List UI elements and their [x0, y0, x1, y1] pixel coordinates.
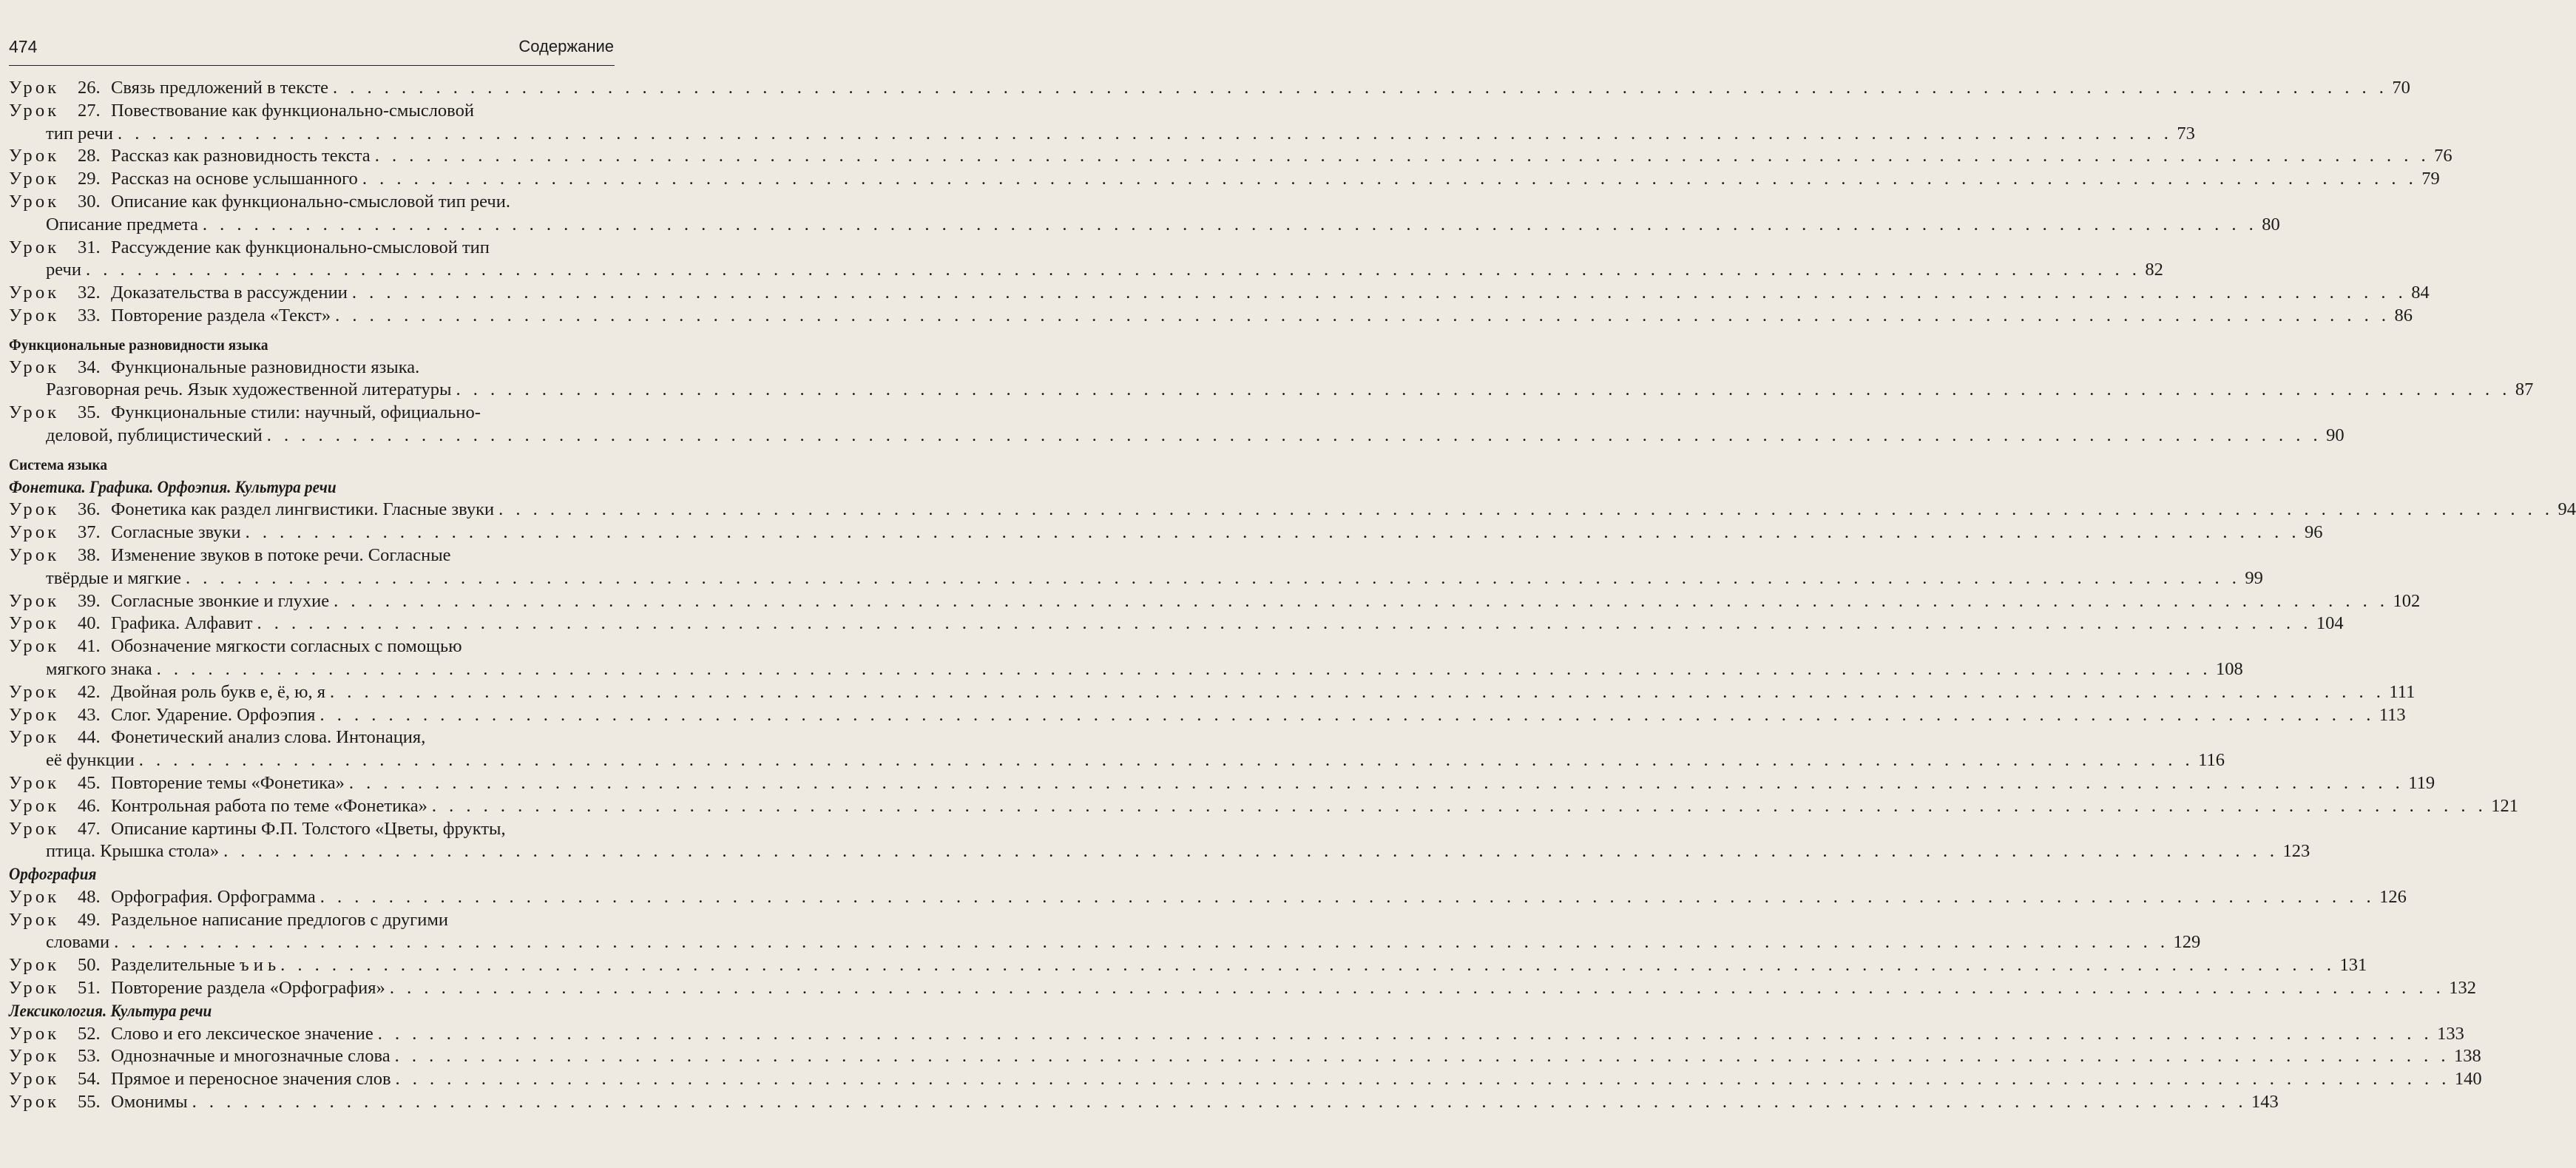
toc-entry	[9, 357, 2534, 402]
dot-leader: . . . . . . . . . . . . . . . . . . . . . . . . . . . . . . . . . . . . . . . . . . . . . . . . . . . . . . . . . . . . . . . . . . . . . . . . . . . . . . . . . . . . . . . . . . . . . . . . . . . . . . . . . . . . . . . . . . . . . . . .	[202, 214, 2258, 234]
dot-leader: . . . . . . . . . . . . . . . . . . . . . . . . . . . . . . . . . . . . . . . . . . . . . . . . . . . . . . . . . . . . . . . . . . . . . . . . . . . . . . . . . . . . . . . . . . . . . . . . . . . . . . . . . . . . . . . . . . . . . . . .	[257, 613, 2312, 634]
toc-line	[9, 886, 2407, 909]
dot-leader-row	[46, 425, 2345, 448]
toc-line	[9, 635, 614, 658]
dot-leader-row	[111, 145, 2452, 168]
toc-entry	[9, 305, 2413, 328]
toc-entry	[9, 499, 2576, 521]
lesson-number: 47.	[78, 818, 101, 839]
lesson-label: Урок	[9, 191, 60, 212]
page-ref: 132	[2449, 978, 2476, 999]
section-heading: Функциональные разновидности языка	[9, 335, 268, 354]
lesson-title: птица. Крышка стола»	[46, 841, 220, 862]
lesson-label: Урок	[9, 146, 60, 166]
lesson-number: 48.	[78, 886, 101, 907]
dot-leader: . . . . . . . . . . . . . . . . . . . . . . . . . . . . . . . . . . . . . . . . . . . . . . . . . . . . . . . . . . . . . . . . . . . . . . . . . . . . . . . . . . . . . . . . . . . . . . . . . . . . . . . . . . . . . . . . . . . . . . . .	[389, 978, 2445, 999]
lesson-label: Урок	[9, 357, 60, 377]
lesson-label: Урок	[9, 681, 60, 702]
lesson-title: Орфография. Орфограмма	[111, 886, 316, 907]
page-ref: 86	[2394, 305, 2413, 325]
dot-leader: . . . . . . . . . . . . . . . . . . . . . . . . . . . . . . . . . . . . . . . . . . . . . . . . . . . . . . . . . . . . . . . . . . . . . . . . . . . . . . . . . . . . . . . . . . . . . . . . . . . . . . . . . . . . . . . . . . . . . . . .	[192, 1092, 2248, 1113]
lesson-number: 26.	[78, 78, 101, 98]
dot-leader-row	[111, 521, 2323, 544]
dot-leader-row	[111, 772, 2435, 795]
subsection-heading: Фонетика. Графика. Орфоэпия. Культура речи	[9, 477, 337, 496]
lesson-title: Согласные звонкие и глухие	[111, 590, 330, 611]
lesson-number: 52.	[78, 1023, 101, 1044]
lesson-title: Графика. Алфавит	[111, 613, 253, 634]
lesson-title: Рассказ на основе услышанного	[111, 169, 358, 189]
toc-entry	[9, 282, 2430, 305]
toc-line	[9, 590, 2421, 613]
toc-entry	[9, 818, 2310, 864]
lesson-number: 44.	[78, 727, 101, 748]
toc-entry	[9, 191, 2280, 237]
lesson-number: 55.	[78, 1092, 101, 1113]
toc-line	[9, 145, 2452, 168]
dot-leader: . . . . . . . . . . . . . . . . . . . . . . . . . . . . . . . . . . . . . . . . . . . . . . . . . . . . . . . . . . . . . . . . . . . . . . . . . . . . . . . . . . . . . . . . . . . . . . . . . . . . . . . . . . . . . . . . . . . . . . . .	[395, 1069, 2450, 1090]
lesson-label: Урок	[9, 544, 60, 565]
lesson-label: Урок	[9, 909, 60, 930]
lesson-title: Прямое и переносное значения слов	[111, 1069, 391, 1090]
toc-line	[9, 402, 614, 425]
lesson-number: 37.	[78, 522, 101, 543]
dot-leader: . . . . . . . . . . . . . . . . . . . . . . . . . . . . . . . . . . . . . . . . . . . . . . . . . . . . . . . . . . . . . . . . . . . . . . . . . . . . . . . . . . . . . . . . . . . . . . . . . . . . . . . . . . . . . . . . . . . . . . . .	[351, 283, 2407, 303]
dot-leader-row	[111, 681, 2416, 704]
dot-leader: . . . . . . . . . . . . . . . . . . . . . . . . . . . . . . . . . . . . . . . . . . . . . . . . . . . . . . . . . . . . . . . . . . . . . . . . . . . . . . . . . . . . . . . . . . . . . . . . . . . . . . . . . . . . . . . . . . . . . . . .	[320, 704, 2375, 725]
dot-leader: . . . . . . . . . . . . . . . . . . . . . . . . . . . . . . . . . . . . . . . . . . . . . . . . . . . . . . . . . . . . . . . . . . . . . . . . . . . . . . . . . . . . . . . . . . . . . . . . . . . . . . . . . . . . . . . . . . . . . . . .	[348, 772, 2404, 793]
toc-line	[9, 954, 2367, 977]
toc-entry	[9, 521, 2323, 544]
toc-line	[9, 521, 2323, 544]
lesson-label: Урок	[9, 636, 60, 657]
toc-line	[9, 1068, 2482, 1091]
dot-leader-row	[46, 567, 2263, 590]
dot-leader-row	[111, 795, 2518, 818]
lesson-title: словами	[46, 932, 110, 953]
dot-leader-row	[111, 886, 2407, 909]
lesson-label: Урок	[9, 727, 60, 748]
dot-leader: . . . . . . . . . . . . . . . . . . . . . . . . . . . . . . . . . . . . . . . . . . . . . . . . . . . . . . . . . . . . . . . . . . . . . . . . . . . . . . . . . . . . . . . . . . . . . . . . . . . . . . . . . . . . . . . . . . . . . . . .	[498, 499, 2554, 520]
header-rule	[9, 65, 615, 66]
dot-leader-row	[111, 977, 2476, 1000]
lesson-title: Омонимы	[111, 1092, 188, 1113]
toc-entry	[9, 977, 2476, 1000]
lesson-label: Урок	[9, 978, 60, 999]
page-ref: 84	[2411, 283, 2430, 303]
dot-leader-row	[46, 658, 2243, 681]
dot-leader: . . . . . . . . . . . . . . . . . . . . . . . . . . . . . . . . . . . . . . . . . . . . . . . . . . . . . . . . . . . . . . . . . . . . . . . . . . . . . . . . . . . . . . . . . . . . . . . . . . . . . . . . . . . . . . . . . . . . . . . .	[431, 795, 2487, 816]
dot-leader: . . . . . . . . . . . . . . . . . . . . . . . . . . . . . . . . . . . . . . . . . . . . . . . . . . . . . . . . . . . . . . . . . . . . . . . . . . . . . . . . . . . . . . . . . . . . . . . . . . . . . . . . . . . . . . . . . . . . . . . .	[334, 590, 2389, 611]
lesson-label: Урок	[9, 795, 60, 816]
running-title: Содержание	[518, 37, 614, 55]
lesson-number: 53.	[78, 1046, 101, 1067]
page-ref: 138	[2453, 1046, 2481, 1067]
lesson-number: 49.	[78, 909, 101, 930]
page-ref: 143	[2251, 1092, 2279, 1113]
toc-line	[9, 704, 2406, 727]
toc-entry	[9, 909, 2201, 955]
toc-entry	[9, 772, 2435, 795]
toc-entry	[9, 145, 2452, 168]
page-ref: 123	[2282, 841, 2310, 862]
dot-leader: . . . . . . . . . . . . . . . . . . . . . . . . . . . . . . . . . . . . . . . . . . . . . . . . . . . . . . . . . . . . . . . . . . . . . . . . . . . . . . . . . . . . . . . . . . . . . . . . . . . . . . . . . . . . . . . . . . . . . . . .	[362, 169, 2418, 189]
lesson-label: Урок	[9, 100, 60, 121]
lesson-number: 38.	[78, 544, 101, 565]
toc-line	[9, 237, 614, 260]
dot-leader: . . . . . . . . . . . . . . . . . . . . . . . . . . . . . . . . . . . . . . . . . . . . . . . . . . . . . . . . . . . . . . . . . . . . . . . . . . . . . . . . . . . . . . . . . . . . . . . . . . . . . . . . . . . . . . . . . . . . . . . .	[185, 567, 2241, 588]
toc-line	[9, 214, 2280, 237]
lesson-title: Рассказ как разновидность текста	[111, 146, 371, 166]
dot-leader-row	[111, 305, 2413, 328]
lesson-label: Урок	[9, 886, 60, 907]
toc-line	[9, 658, 2243, 681]
toc-line	[9, 544, 614, 567]
dot-leader-row	[46, 214, 2280, 237]
page-ref: 94	[2558, 499, 2576, 520]
lesson-title: Фонетика как раздел лингвистики. Гласные звуки	[111, 499, 495, 520]
page-ref: 104	[2316, 613, 2344, 634]
lesson-label: Урок	[9, 1023, 60, 1044]
page-ref: 113	[2379, 704, 2406, 725]
dot-leader-row	[46, 123, 2195, 146]
lesson-title: Связь предложений в тексте	[111, 78, 329, 98]
dot-leader-row	[46, 931, 2201, 954]
toc-line	[9, 123, 2195, 146]
toc-line	[9, 726, 614, 749]
lesson-title: Повествование как функционально-смысловой	[111, 100, 474, 121]
toc-line	[9, 931, 2201, 954]
lesson-label: Урок	[9, 78, 60, 98]
page-ref: 99	[2245, 567, 2263, 588]
lesson-number: 31.	[78, 237, 101, 257]
page-number: 474	[9, 37, 38, 56]
page-ref: 108	[2216, 658, 2243, 679]
page-header	[9, 37, 614, 64]
dot-leader: . . . . . . . . . . . . . . . . . . . . . . . . . . . . . . . . . . . . . . . . . . . . . . . . . . . . . . . . . . . . . . . . . . . . . . . . . . . . . . . . . . . . . . . . . . . . . . . . . . . . . . . . . . . . . . . . . . . . . . . .	[266, 425, 2322, 445]
toc-line	[9, 282, 2430, 305]
page-ref: 80	[2262, 214, 2280, 234]
lesson-title: Описание как функционально-смысловой тип речи.	[111, 191, 510, 212]
toc-line	[9, 749, 2225, 772]
lesson-title: Однозначные и многозначные слова	[111, 1046, 391, 1067]
lesson-title: мягкого знака	[46, 658, 152, 679]
toc-line	[9, 567, 2263, 590]
subsection-heading: Орфография	[9, 865, 97, 884]
toc-line	[9, 191, 614, 214]
lesson-number: 50.	[78, 955, 101, 976]
toc-entry	[9, 100, 2195, 146]
lesson-title: Повторение раздела «Текст»	[111, 305, 331, 325]
lesson-title: Функциональные разновидности языка.	[111, 357, 420, 377]
lesson-number: 40.	[78, 613, 101, 634]
dot-leader: . . . . . . . . . . . . . . . . . . . . . . . . . . . . . . . . . . . . . . . . . . . . . . . . . . . . . . . . . . . . . . . . . . . . . . . . . . . . . . . . . . . . . . . . . . . . . . . . . . . . . . . . . . . . . . . . . . . . . . . .	[138, 750, 2194, 771]
toc-entry	[9, 544, 2263, 590]
dot-leader-row	[46, 379, 2534, 402]
page-ref: 119	[2408, 772, 2435, 793]
lesson-label: Урок	[9, 818, 60, 839]
subsection-heading: Лексикология. Культура речи	[9, 1001, 212, 1020]
dot-leader: . . . . . . . . . . . . . . . . . . . . . . . . . . . . . . . . . . . . . . . . . . . . . . . . . . . . . . . . . . . . . . . . . . . . . . . . . . . . . . . . . . . . . . . . . . . . . . . . . . . . . . . . . . . . . . . . . . . . . . . .	[280, 955, 2336, 976]
dot-leader-row	[111, 1068, 2482, 1091]
page-ref: 90	[2326, 425, 2345, 445]
toc-line	[9, 840, 2310, 863]
dot-leader: . . . . . . . . . . . . . . . . . . . . . . . . . . . . . . . . . . . . . . . . . . . . . . . . . . . . . . . . . . . . . . . . . . . . . . . . . . . . . . . . . . . . . . . . . . . . . . . . . . . . . . . . . . . . . . . . . . . . . . . .	[320, 886, 2376, 907]
lesson-number: 42.	[78, 681, 101, 702]
toc-line	[9, 357, 614, 379]
toc-line	[9, 379, 2534, 402]
page-ref: 87	[2515, 379, 2534, 400]
lesson-number: 29.	[78, 169, 101, 189]
lesson-title: Слово и его лексическое значение	[111, 1023, 373, 1044]
dot-leader: . . . . . . . . . . . . . . . . . . . . . . . . . . . . . . . . . . . . . . . . . . . . . . . . . . . . . . . . . . . . . . . . . . . . . . . . . . . . . . . . . . . . . . . . . . . . . . . . . . . . . . . . . . . . . . . . . . . . . . . .	[156, 658, 2211, 679]
toc-entry	[9, 635, 2243, 681]
dot-leader-row	[46, 840, 2310, 863]
lesson-title: деловой, публицистический	[46, 425, 263, 445]
dot-leader: . . . . . . . . . . . . . . . . . . . . . . . . . . . . . . . . . . . . . . . . . . . . . . . . . . . . . . . . . . . . . . . . . . . . . . . . . . . . . . . . . . . . . . . . . . . . . . . . . . . . . . . . . . . . . . . . . . . . . . . .	[374, 146, 2430, 166]
lesson-number: 30.	[78, 191, 101, 212]
lesson-title: Фонетический анализ слова. Интонация,	[111, 727, 426, 748]
lesson-number: 32.	[78, 283, 101, 303]
toc-line	[9, 909, 614, 932]
page-ref: 96	[2305, 522, 2323, 543]
dot-leader-row	[46, 259, 2163, 282]
dot-leader-row	[111, 1023, 2464, 1046]
dot-leader: . . . . . . . . . . . . . . . . . . . . . . . . . . . . . . . . . . . . . . . . . . . . . . . . . . . . . . . . . . . . . . . . . . . . . . . . . . . . . . . . . . . . . . . . . . . . . . . . . . . . . . . . . . . . . . . . . . . . . . . .	[245, 522, 2300, 543]
toc-entry	[9, 77, 2410, 100]
dot-leader-row	[111, 590, 2421, 613]
dot-leader-row	[111, 1045, 2481, 1068]
dot-leader: . . . . . . . . . . . . . . . . . . . . . . . . . . . . . . . . . . . . . . . . . . . . . . . . . . . . . . . . . . . . . . . . . . . . . . . . . . . . . . . . . . . . . . . . . . . . . . . . . . . . . . . . . . . . . . . . . . . . . . . .	[394, 1046, 2450, 1067]
dot-leader-row	[111, 282, 2430, 305]
lesson-label: Урок	[9, 1069, 60, 1090]
toc-entry	[9, 1091, 2279, 1114]
lesson-title: Контрольная работа по теме «Фонетика»	[111, 795, 427, 816]
page-ref: 76	[2434, 146, 2452, 166]
dot-leader-row	[111, 704, 2406, 727]
toc-line	[9, 77, 2410, 100]
lesson-number: 33.	[78, 305, 101, 325]
dot-leader-row	[111, 954, 2367, 977]
page-ref: 102	[2393, 590, 2421, 611]
toc-line	[9, 259, 2163, 282]
toc-entry	[9, 237, 2163, 283]
lesson-title: Раздельное написание предлогов с другими	[111, 909, 448, 930]
lesson-label: Урок	[9, 237, 60, 257]
dot-leader: . . . . . . . . . . . . . . . . . . . . . . . . . . . . . . . . . . . . . . . . . . . . . . . . . . . . . . . . . . . . . . . . . . . . . . . . . . . . . . . . . . . . . . . . . . . . . . . . . . . . . . . . . . . . . . . . . . . . . . . .	[85, 260, 2141, 280]
lesson-number: 41.	[78, 636, 101, 657]
lesson-title: твёрдые и мягкие	[46, 567, 181, 588]
dot-leader: . . . . . . . . . . . . . . . . . . . . . . . . . . . . . . . . . . . . . . . . . . . . . . . . . . . . . . . . . . . . . . . . . . . . . . . . . . . . . . . . . . . . . . . . . . . . . . . . . . . . . . . . . . . . . . . . . . . . . . . .	[335, 305, 2390, 325]
lesson-title: Согласные звуки	[111, 522, 241, 543]
lesson-label: Урок	[9, 1092, 60, 1113]
lesson-number: 34.	[78, 357, 101, 377]
toc-line	[9, 977, 2476, 1000]
dot-leader: . . . . . . . . . . . . . . . . . . . . . . . . . . . . . . . . . . . . . . . . . . . . . . . . . . . . . . . . . . . . . . . . . . . . . . . . . . . . . . . . . . . . . . . . . . . . . . . . . . . . . . . . . . . . . . . . . . . . . . . .	[377, 1023, 2433, 1044]
lesson-number: 28.	[78, 146, 101, 166]
page-ref: 140	[2454, 1069, 2482, 1090]
lesson-label: Урок	[9, 522, 60, 543]
page-ref: 133	[2437, 1023, 2464, 1044]
lesson-label: Урок	[9, 613, 60, 634]
toc-line	[9, 1023, 2464, 1046]
dot-leader-row	[46, 749, 2225, 772]
toc-line	[9, 772, 2435, 795]
dot-leader: . . . . . . . . . . . . . . . . . . . . . . . . . . . . . . . . . . . . . . . . . . . . . . . . . . . . . . . . . . . . . . . . . . . . . . . . . . . . . . . . . . . . . . . . . . . . . . . . . . . . . . . . . . . . . . . . . . . . . . . .	[333, 78, 2388, 98]
lesson-title: тип речи	[46, 123, 114, 144]
lesson-label: Урок	[9, 499, 60, 520]
dot-leader: . . . . . . . . . . . . . . . . . . . . . . . . . . . . . . . . . . . . . . . . . . . . . . . . . . . . . . . . . . . . . . . . . . . . . . . . . . . . . . . . . . . . . . . . . . . . . . . . . . . . . . . . . . . . . . . . . . . . . . . .	[114, 932, 2169, 953]
toc-entry	[9, 402, 2345, 448]
section-heading: Система языка	[9, 455, 108, 473]
toc-entry	[9, 1023, 2464, 1046]
lesson-label: Урок	[9, 169, 60, 189]
lesson-title: Разделительные ъ и ь	[111, 955, 277, 976]
lesson-number: 43.	[78, 704, 101, 725]
dot-leader-row	[111, 612, 2344, 635]
table-of-contents	[9, 77, 2576, 1114]
lesson-title: Изменение звуков в потоке речи. Согласные	[111, 544, 451, 565]
page-ref: 126	[2379, 886, 2407, 907]
toc-entry	[9, 954, 2367, 977]
toc-entry	[9, 726, 2225, 772]
dot-leader-row	[111, 168, 2440, 191]
section-gap	[9, 328, 614, 334]
lesson-label: Урок	[9, 1046, 60, 1067]
toc-entry	[9, 168, 2440, 191]
lesson-number: 51.	[78, 978, 101, 999]
page-ref: 131	[2339, 955, 2367, 976]
lesson-title: Повторение раздела «Орфография»	[111, 978, 385, 999]
lesson-number: 46.	[78, 795, 101, 816]
page-ref: 73	[2177, 123, 2195, 144]
lesson-number: 35.	[78, 402, 101, 423]
toc-line	[9, 795, 2518, 818]
toc-line	[9, 1045, 2481, 1068]
page-ref: 70	[2392, 78, 2410, 98]
dot-leader: . . . . . . . . . . . . . . . . . . . . . . . . . . . . . . . . . . . . . . . . . . . . . . . . . . . . . . . . . . . . . . . . . . . . . . . . . . . . . . . . . . . . . . . . . . . . . . . . . . . . . . . . . . . . . . . . . . . . . . . .	[330, 681, 2385, 702]
dot-leader-row	[111, 1091, 2279, 1114]
toc-line	[9, 168, 2440, 191]
lesson-label: Урок	[9, 305, 60, 325]
toc-line	[9, 818, 614, 841]
lesson-title: Повторение темы «Фонетика»	[111, 772, 345, 793]
toc-entry	[9, 886, 2407, 909]
lesson-label: Урок	[9, 402, 60, 423]
page-ref: 129	[2173, 932, 2201, 953]
toc-entry	[9, 590, 2421, 613]
page-ref: 121	[2491, 795, 2518, 816]
toc-line	[9, 1091, 2279, 1114]
lesson-label: Урок	[9, 772, 60, 793]
toc-entry	[9, 795, 2518, 818]
toc-line	[9, 305, 2413, 328]
lesson-title: Описание картины Ф.П. Толстого «Цветы, фрукты,	[111, 818, 506, 839]
page-ref: 116	[2198, 750, 2225, 771]
toc-entry	[9, 704, 2406, 727]
lesson-number: 45.	[78, 772, 101, 793]
lesson-title: Доказательства в рассуждении	[111, 283, 348, 303]
dot-leader-row	[111, 77, 2410, 100]
lesson-number: 27.	[78, 100, 101, 121]
toc-entry	[9, 1045, 2481, 1068]
toc-entry	[9, 681, 2416, 704]
toc-line	[9, 499, 2576, 521]
lesson-title: Двойная роль букв е, ё, ю, я	[111, 681, 326, 702]
toc-line	[9, 612, 2344, 635]
toc-line	[9, 100, 614, 123]
lesson-title: речи	[46, 260, 81, 280]
toc-line	[9, 681, 2416, 704]
toc-entry	[9, 612, 2344, 635]
page-ref: 79	[2421, 169, 2440, 189]
dot-leader: . . . . . . . . . . . . . . . . . . . . . . . . . . . . . . . . . . . . . . . . . . . . . . . . . . . . . . . . . . . . . . . . . . . . . . . . . . . . . . . . . . . . . . . . . . . . . . . . . . . . . . . . . . . . . . . . . . . . . . . .	[118, 123, 2173, 144]
lesson-label: Урок	[9, 704, 60, 725]
lesson-title: Функциональные стили: научный, официально-	[111, 402, 481, 423]
lesson-number: 36.	[78, 499, 101, 520]
lesson-title: Слог. Ударение. Орфоэпия	[111, 704, 316, 725]
page-ref: 82	[2145, 260, 2163, 280]
dot-leader: . . . . . . . . . . . . . . . . . . . . . . . . . . . . . . . . . . . . . . . . . . . . . . . . . . . . . . . . . . . . . . . . . . . . . . . . . . . . . . . . . . . . . . . . . . . . . . . . . . . . . . . . . . . . . . . . . . . . . . . .	[223, 841, 2279, 862]
dot-leader: . . . . . . . . . . . . . . . . . . . . . . . . . . . . . . . . . . . . . . . . . . . . . . . . . . . . . . . . . . . . . . . . . . . . . . . . . . . . . . . . . . . . . . . . . . . . . . . . . . . . . . . . . . . . . . . . . . . . . . . .	[456, 379, 2511, 400]
section-gap	[9, 448, 614, 453]
lesson-label: Урок	[9, 590, 60, 611]
lesson-title: Описание предмета	[46, 214, 198, 234]
lesson-title: Обозначение мягкости согласных с помощью	[111, 636, 462, 657]
lesson-title: её функции	[46, 750, 135, 771]
dot-leader-row	[111, 499, 2576, 521]
lesson-number: 39.	[78, 590, 101, 611]
page-ref: 111	[2389, 681, 2416, 702]
toc-line	[9, 425, 2345, 448]
lesson-title: Рассуждение как функционально-смысловой тип	[111, 237, 490, 257]
lesson-label: Урок	[9, 955, 60, 976]
lesson-number: 54.	[78, 1069, 101, 1090]
toc-entry	[9, 1068, 2482, 1091]
lesson-label: Урок	[9, 283, 60, 303]
lesson-title: Разговорная речь. Язык художественной литературы	[46, 379, 452, 400]
